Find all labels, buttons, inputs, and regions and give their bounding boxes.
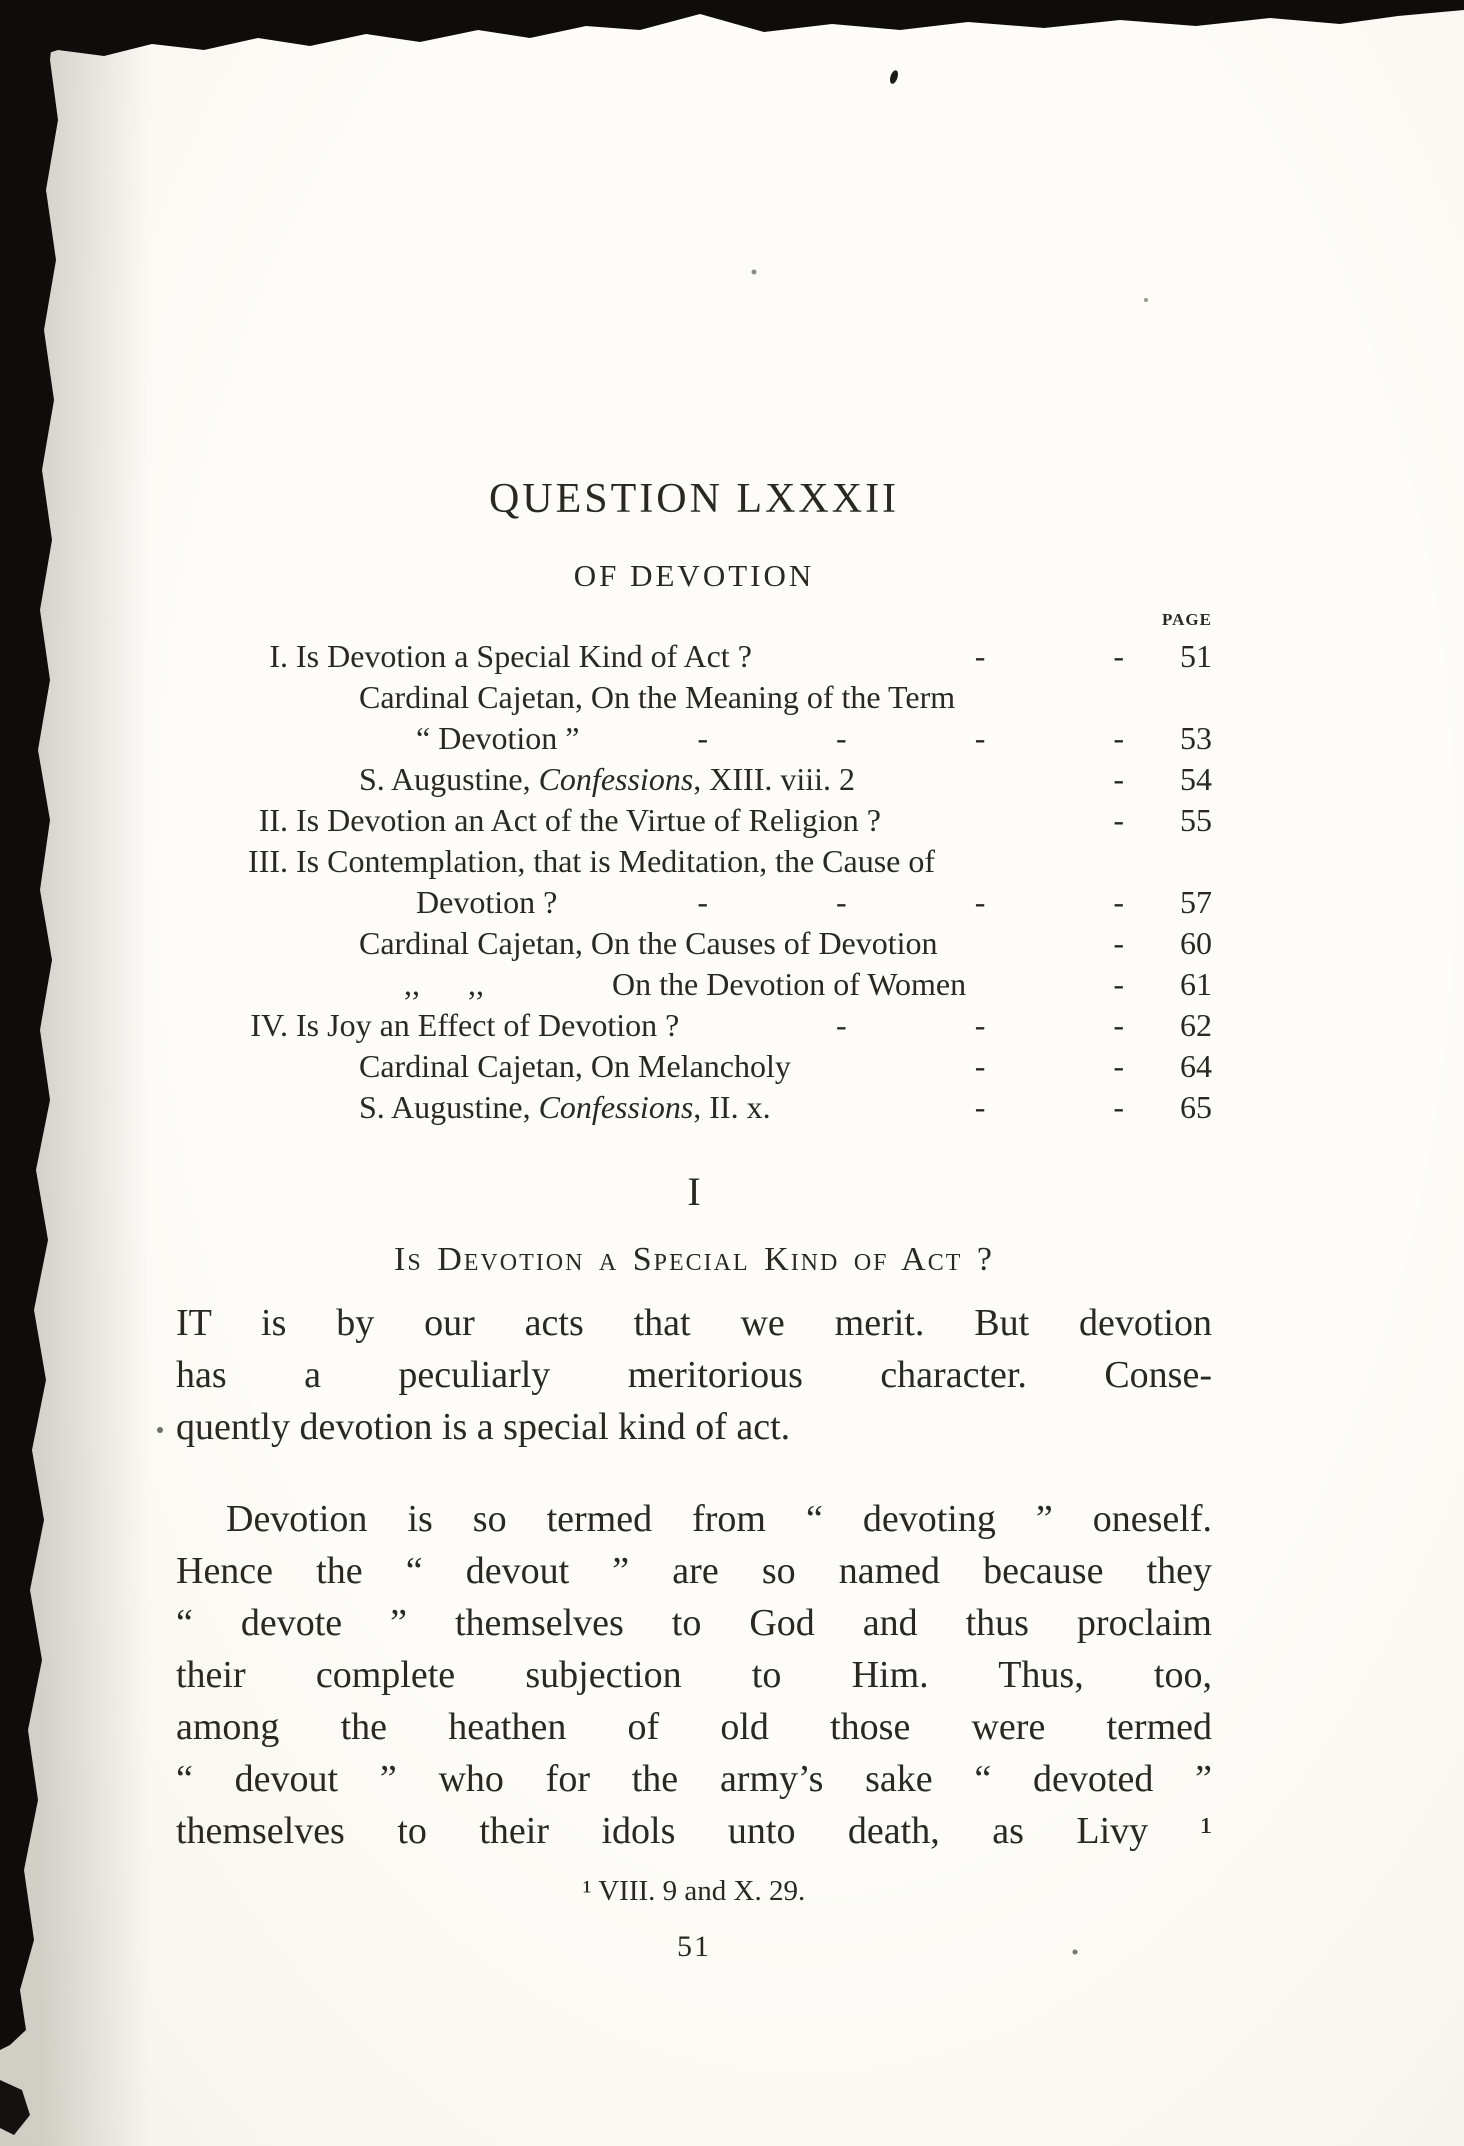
- toc-entry-title: Is Contemplation, that is Meditation, the Cause of: [296, 843, 936, 879]
- text-line: their complete subjection to Him. Thus, too,: [176, 1653, 1212, 1696]
- text-line: IT is by our acts that we merit. But devotion: [176, 1301, 1212, 1344]
- text-line: among the heathen of old those were termed: [176, 1705, 1212, 1748]
- toc-entry-numeral: II.: [258, 802, 288, 838]
- body-paragraph-2: [176, 1493, 1212, 1857]
- text-line: quently devotion is a special kind of act.: [176, 1405, 791, 1448]
- toc-entry-title: Cardinal Cajetan, On the Meaning of the Term: [359, 679, 956, 715]
- page-content: [0, 478, 1464, 1964]
- toc-page-number: 53: [1180, 720, 1212, 756]
- toc-leader-dashes: -: [1113, 966, 1140, 1002]
- toc-leader-dashes: -: [1113, 802, 1140, 838]
- toc-entry-numeral: III.: [248, 843, 288, 879]
- toc-entry-title: Cardinal Cajetan, On the Causes of Devotion: [359, 925, 938, 961]
- toc-page-number: 65: [1180, 1089, 1212, 1125]
- toc-entry: [176, 882, 1212, 923]
- toc-entry-title: Is Devotion a Special Kind of Act ?: [296, 638, 752, 674]
- toc-entry: [176, 1087, 1212, 1128]
- scan-speck-quote: [889, 69, 900, 84]
- toc-entry: [176, 718, 1212, 759]
- toc-entry-title: Cardinal Cajetan, On Melancholy: [359, 1048, 791, 1084]
- toc-page-number: 54: [1180, 761, 1212, 797]
- body-paragraph-1: [176, 1297, 1212, 1453]
- chapter-subtitle: OF DEVOTION: [573, 558, 815, 593]
- text-line: has a peculiarly meritorious character. Conse-: [176, 1353, 1212, 1396]
- scan-edge-top: [0, 0, 1464, 68]
- text-line: “ devout ” who for the army’s sake “ devoted ”: [176, 1757, 1212, 1800]
- text-line: Devotion is so termed from “ devoting ” oneself.: [226, 1497, 1212, 1540]
- toc-entry: [176, 677, 1212, 718]
- toc-entry-title: S. Augustine, Confessions, XIII. viii. 2: [359, 761, 856, 797]
- toc-entry-title: Is Devotion an Act of the Virtue of Religion ?: [296, 802, 881, 838]
- toc-entry-title: “ Devotion ”: [416, 720, 580, 756]
- toc-leader-dashes: - -: [974, 1048, 1140, 1084]
- toc-leader-dashes: - -: [974, 638, 1140, 674]
- toc-entry: [176, 964, 1212, 1005]
- toc-entry: [176, 841, 1212, 882]
- toc-entry-title: Is Joy an Effect of Devotion ?: [296, 1007, 680, 1043]
- toc-entry: [176, 759, 1212, 800]
- table-of-contents: [176, 636, 1212, 1128]
- toc-entry: [176, 1005, 1212, 1046]
- toc-page-number: 62: [1180, 1007, 1212, 1043]
- scan-speck: [1144, 298, 1148, 302]
- footnote: ¹ VIII. 9 and X. 29.: [582, 1874, 806, 1907]
- toc-entry: [176, 636, 1212, 677]
- page-number: 51: [677, 1929, 711, 1963]
- section-number: I: [687, 1169, 701, 1214]
- toc-page-number: 51: [1180, 638, 1212, 674]
- toc-page-number: 61: [1180, 966, 1212, 1002]
- toc-leader-dashes: - - - -: [697, 720, 1140, 756]
- toc-entry-title: Devotion ?: [416, 884, 558, 920]
- section-heading: Is Devotion a Special Kind of Act ?: [394, 1241, 994, 1278]
- toc-entry-title: S. Augustine, Confessions, II. x.: [359, 1089, 771, 1125]
- toc-page-number: 64: [1180, 1048, 1212, 1084]
- toc-entry: [176, 1046, 1212, 1087]
- toc-entry-numeral: IV.: [250, 1007, 288, 1043]
- toc-page-number: 55: [1180, 802, 1212, 838]
- scan-speck: [752, 270, 757, 275]
- toc-leader-dashes: - - -: [836, 1007, 1140, 1043]
- question-title: QUESTION LXXXII: [488, 476, 900, 522]
- toc-leader-dashes: -: [1113, 925, 1140, 961]
- text-line: “ devote ” themselves to God and thus proclaim: [176, 1601, 1212, 1644]
- toc-leader-dashes: - -: [974, 1089, 1140, 1125]
- toc-entry: [176, 923, 1212, 964]
- toc-entry-numeral: I.: [269, 638, 288, 674]
- toc-entry-title: ,, ,, On the Devotion of Women: [404, 966, 967, 1002]
- toc-leader-dashes: -: [1113, 761, 1140, 797]
- toc-page-number: 60: [1180, 925, 1212, 961]
- text-line: themselves to their idols unto death, as Livy ¹: [176, 1809, 1212, 1852]
- toc-page-number: 57: [1180, 884, 1212, 920]
- page-column-label: PAGE: [1162, 610, 1212, 629]
- toc-leader-dashes: - - - -: [697, 884, 1140, 920]
- text-line: Hence the “ devout ” are so named because they: [176, 1549, 1212, 1592]
- toc-entry: [176, 800, 1212, 841]
